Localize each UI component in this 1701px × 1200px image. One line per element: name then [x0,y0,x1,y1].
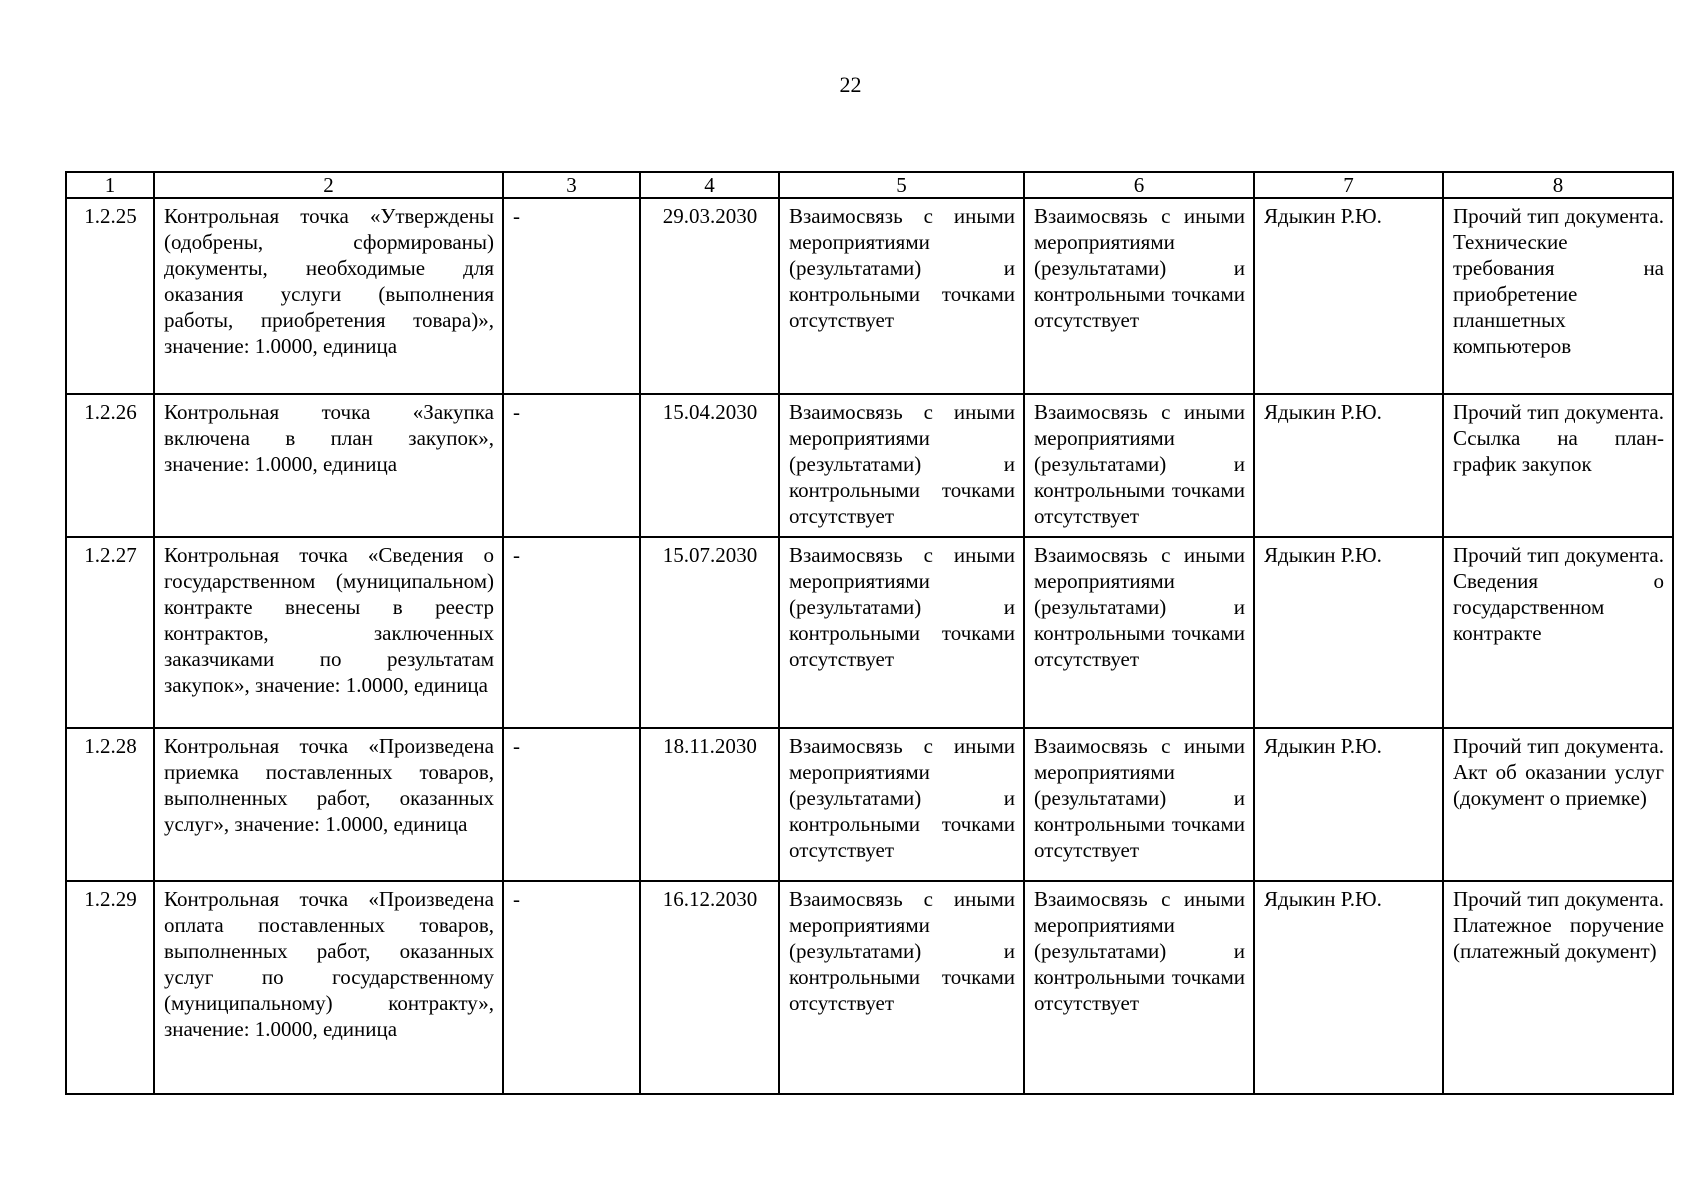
column-3-value: - [503,198,640,394]
document-type: Прочий тип документа. Акт об оказании услуг (документ о приемке) [1443,728,1673,881]
document-type: Прочий тип документа. Ссылка на план-график закупок [1443,394,1673,537]
column-header: 6 [1024,172,1254,198]
relationship-text: Взаимосвязь с иными мероприятиями (результатами) и контрольными точками отсутствует [1024,881,1254,1094]
document-type: Прочий тип документа. Технические требования на приобретение планшетных компьютеров [1443,198,1673,394]
control-points-table [65,171,1674,1095]
column-3-value: - [503,728,640,881]
relationship-text: Взаимосвязь с иными мероприятиями (результатами) и контрольными точками отсутствует [1024,198,1254,394]
header-row [66,172,1673,198]
row-number: 1.2.26 [66,394,154,537]
deadline-date: 15.04.2030 [640,394,779,537]
row-number: 1.2.29 [66,881,154,1094]
table-row [66,394,1673,537]
deadline-date: 18.11.2030 [640,728,779,881]
table-row [66,537,1673,728]
relationship-text: Взаимосвязь с иными мероприятиями (результатами) и контрольными точками отсутствует [779,394,1024,537]
responsible-person: Ядыкин Р.Ю. [1254,537,1443,728]
deadline-date: 29.03.2030 [640,198,779,394]
column-header: 5 [779,172,1024,198]
table-row [66,881,1673,1094]
column-header: 2 [154,172,503,198]
relationship-text: Взаимосвязь с иными мероприятиями (результатами) и контрольными точками отсутствует [779,537,1024,728]
relationship-text: Взаимосвязь с иными мероприятиями (результатами) и контрольными точками отсутствует [1024,537,1254,728]
relationship-text: Взаимосвязь с иными мероприятиями (результатами) и контрольными точками отсутствует [1024,394,1254,537]
control-point-description: Контрольная точка «Утверждены (одобрены, сформированы) документы, необходимые для оказания услуги (выполнения работы, приобретения товара)», значение: 1.0000, единица [154,198,503,394]
table-row [66,198,1673,394]
document-type: Прочий тип документа. Сведения о государственном контракте [1443,537,1673,728]
column-header: 3 [503,172,640,198]
deadline-date: 15.07.2030 [640,537,779,728]
responsible-person: Ядыкин Р.Ю. [1254,198,1443,394]
relationship-text: Взаимосвязь с иными мероприятиями (результатами) и контрольными точками отсутствует [779,728,1024,881]
column-3-value: - [503,881,640,1094]
document-type: Прочий тип документа. Платежное поручение (платежный документ) [1443,881,1673,1094]
responsible-person: Ядыкин Р.Ю. [1254,394,1443,537]
column-3-value: - [503,537,640,728]
responsible-person: Ядыкин Р.Ю. [1254,881,1443,1094]
relationship-text: Взаимосвязь с иными мероприятиями (результатами) и контрольными точками отсутствует [779,881,1024,1094]
control-point-description: Контрольная точка «Произведена приемка поставленных товаров, выполненных работ, оказанных услуг», значение: 1.0000, единица [154,728,503,881]
column-header: 8 [1443,172,1673,198]
control-point-description: Контрольная точка «Произведена оплата поставленных товаров, выполненных работ, оказанных услуг по государственному (муниципальному) контракту», значение: 1.0000, единица [154,881,503,1094]
column-header: 7 [1254,172,1443,198]
page-number: 22 [839,72,862,97]
row-number: 1.2.28 [66,728,154,881]
control-point-description: Контрольная точка «Сведения о государственном (муниципальном) контракте внесены в реестр контрактов, заключенных заказчиками по результатам закупок», значение: 1.0000, единица [154,537,503,728]
deadline-date: 16.12.2030 [640,881,779,1094]
responsible-person: Ядыкин Р.Ю. [1254,728,1443,881]
row-number: 1.2.27 [66,537,154,728]
column-header: 4 [640,172,779,198]
table-row [66,728,1673,881]
column-3-value: - [503,394,640,537]
relationship-text: Взаимосвязь с иными мероприятиями (результатами) и контрольными точками отсутствует [779,198,1024,394]
relationship-text: Взаимосвязь с иными мероприятиями (результатами) и контрольными точками отсутствует [1024,728,1254,881]
row-number: 1.2.25 [66,198,154,394]
column-header: 1 [66,172,154,198]
control-point-description: Контрольная точка «Закупка включена в план закупок», значение: 1.0000, единица [154,394,503,537]
